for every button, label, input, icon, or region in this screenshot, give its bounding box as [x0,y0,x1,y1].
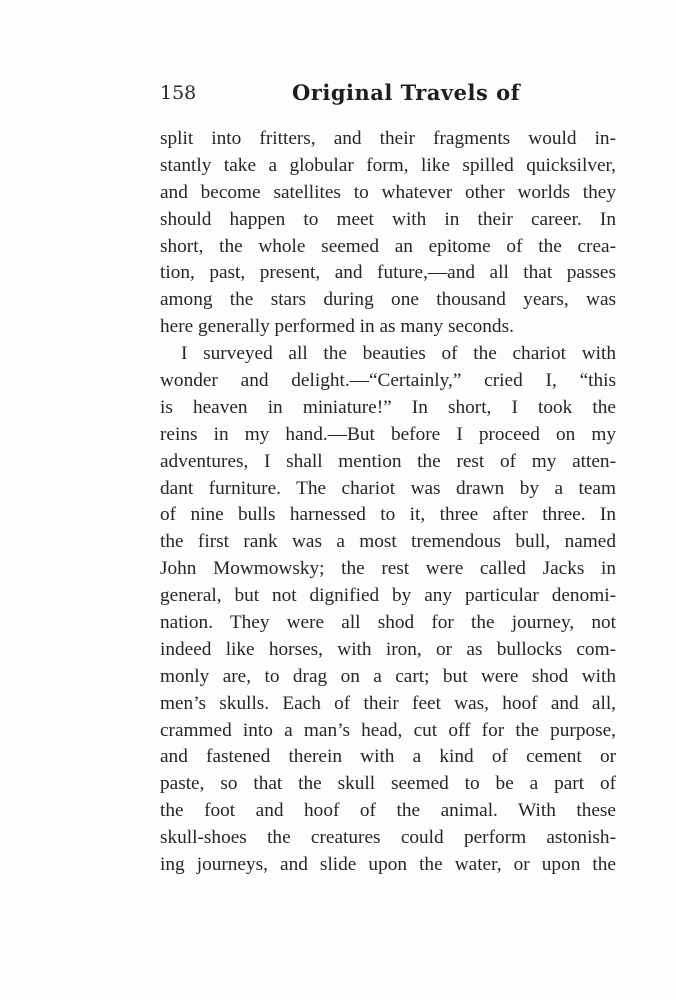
text-line: stantly take a globular form, like spilled quicksilver, [160,154,616,176]
text-line: nation. They were all shod for the journey, not [160,612,616,634]
text-line: I surveyed all the beauties of the chariot with [181,343,616,365]
text-line: is heaven in miniature!” In short, I took the [160,396,616,418]
text-line: split into fritters, and their fragments would in- [160,128,616,149]
text-line: paste, so that the skull seemed to be a part of [160,773,616,795]
text-line: of nine bulls harnessed to it, three after three. In [160,504,616,526]
text-line: should happen to meet with in their career. In [160,208,616,230]
page-header [160,80,616,110]
text-line: skull-shoes the creatures could perform astonish- [160,827,616,849]
text-line: indeed like horses, with iron, or as bullocks com- [160,638,616,660]
text-line: adventures, I shall mention the rest of my atten- [160,450,616,472]
text-line: short, the whole seemed an epitome of the crea- [160,235,616,257]
text-line: monly are, to drag on a cart; but were shod with [160,665,616,687]
page-number: 158 [160,82,197,104]
text-line: and fastened therein with a kind of cement or [160,746,616,768]
text-line: tion, past, present, and future,—and all that passes [160,262,616,284]
text-line: general, but not dignified by any particular denomi- [160,585,616,607]
text-line: men’s skulls. Each of their feet was, hoof and all, [160,692,616,714]
text-line: the foot and hoof of the animal. With these [160,800,616,822]
body-text [160,126,616,879]
text-line: ing journeys, and slide upon the water, or upon the [160,854,616,876]
text-line: and become satellites to whatever other worlds they [160,181,616,203]
text-line: dant furniture. The chariot was drawn by a team [160,477,616,499]
text-line: among the stars during one thousand years, was [160,289,616,311]
text-line: John Mowmowsky; the rest were called Jacks in [160,558,616,580]
text-line: reins in my hand.—But before I proceed on my [160,423,616,445]
text-line: wonder and delight.—“Certainly,” cried I, “this [160,370,616,392]
running-head: Original Travels of [292,80,521,105]
text-line: the first rank was a most tremendous bull, named [160,531,616,553]
text-line: here generally performed in as many seconds. [160,316,514,338]
text-line: crammed into a man’s head, cut off for the purpose, [160,719,616,741]
